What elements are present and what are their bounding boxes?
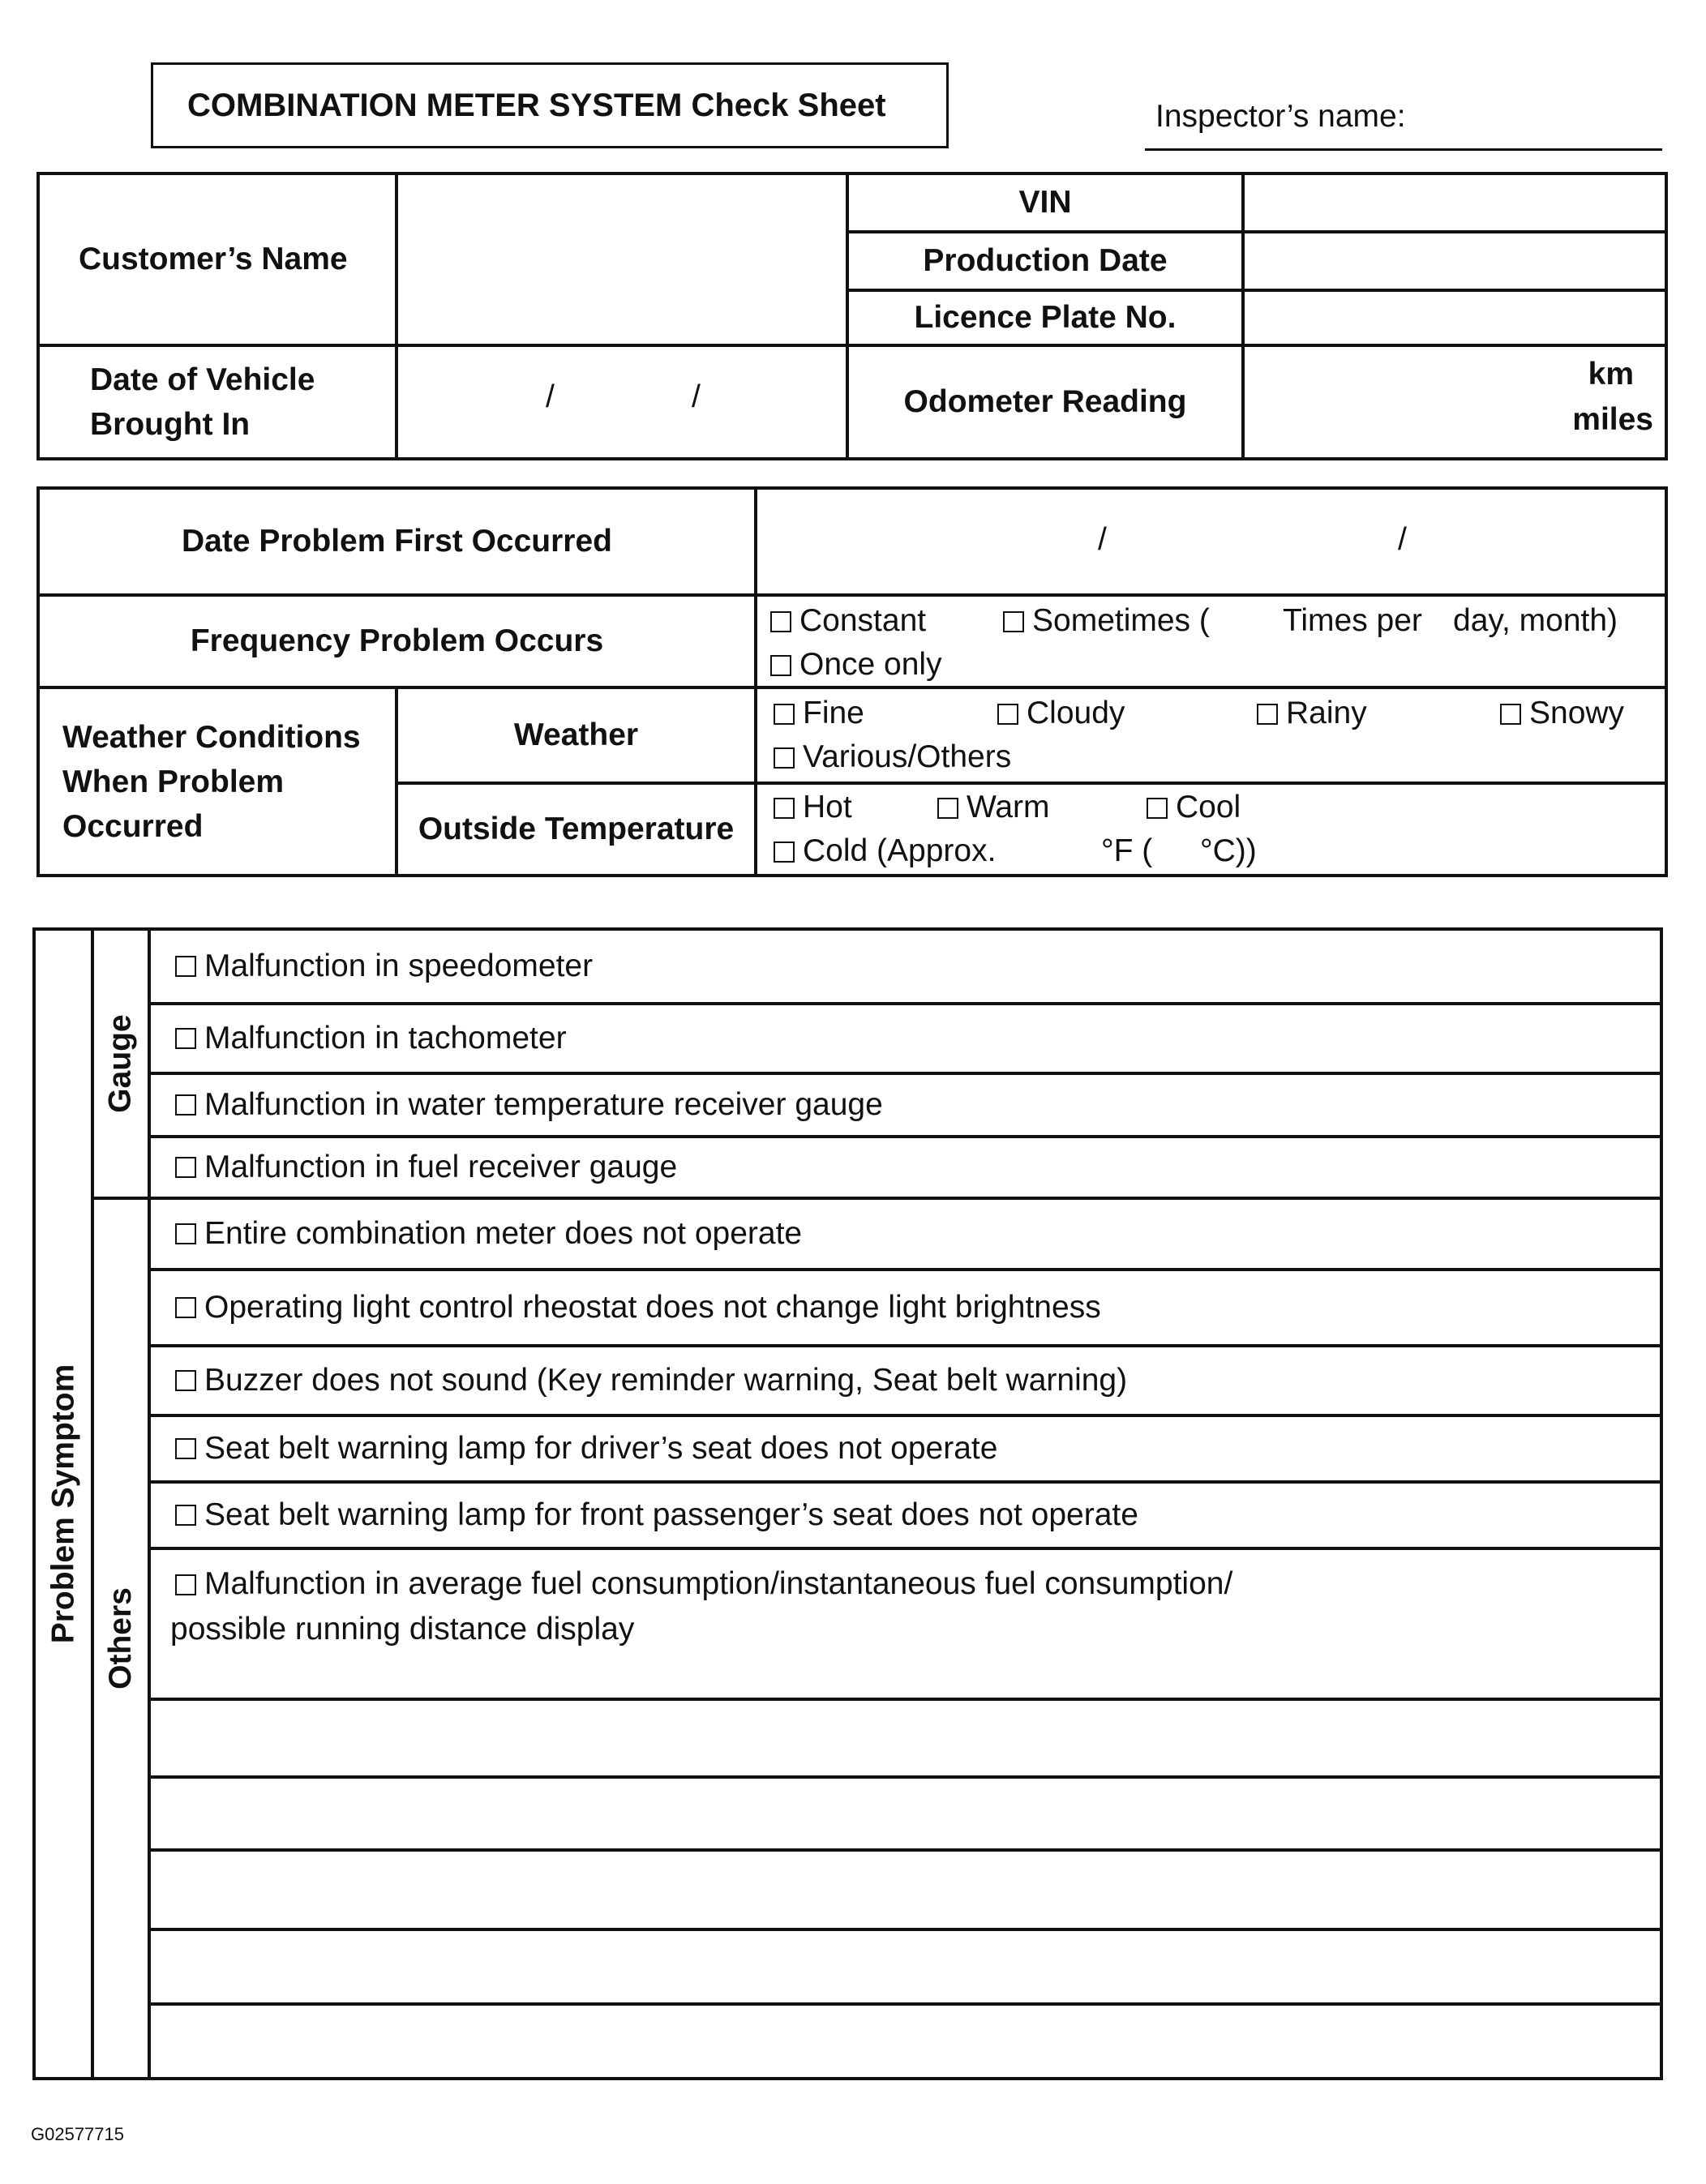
weather-fine[interactable] (774, 696, 864, 731)
licence-plate-field[interactable] (1243, 290, 1666, 345)
outside-temp-label: Outside Temperature (396, 783, 756, 876)
temp-warm[interactable] (937, 790, 1050, 825)
symptom-label: Malfunction in water temperature receiver gauge (204, 1087, 883, 1122)
symptom-row[interactable] (149, 1346, 1661, 1415)
weather-fine-label: Fine (803, 696, 864, 730)
temp-cool-label: Cool (1176, 790, 1241, 824)
licence-plate-label: Licence Plate No. (847, 290, 1243, 345)
checkbox-icon[interactable] (175, 1370, 196, 1391)
frequency-sometimes-label: Sometimes ( (1032, 603, 1210, 638)
blank-symptom-row[interactable] (149, 1850, 1661, 1929)
temp-deg-c: °C)) (1200, 833, 1257, 868)
frequency-label: Frequency Problem Occurs (38, 595, 756, 687)
temp-cold-label: Cold (Approx. (803, 833, 997, 868)
symptom-row[interactable] (149, 1548, 1661, 1699)
checkbox-icon[interactable] (937, 798, 958, 819)
symptom-row[interactable] (149, 929, 1661, 1004)
temp-cool[interactable] (1147, 790, 1241, 825)
checkbox-icon[interactable] (175, 1157, 196, 1178)
problem-symptom-text: Problem Symptom (45, 1364, 81, 1644)
weather-label: Weather (396, 687, 756, 783)
date-first-occurred-field[interactable] (756, 488, 1666, 595)
weather-conditions-line2: When Problem (62, 764, 285, 799)
others-label (92, 1198, 149, 2079)
checkbox-icon[interactable] (1500, 704, 1521, 725)
title-text: COMBINATION METER SYSTEM Check Sheet (187, 87, 886, 123)
symptom-row[interactable] (149, 1198, 1661, 1270)
symptom-row[interactable] (149, 1270, 1661, 1346)
symptom-label: Seat belt warning lamp for front passenger’s seat does not operate (204, 1497, 1138, 1532)
date-brought-in-line2: Brought In (90, 407, 251, 442)
checkbox-icon[interactable] (774, 747, 795, 769)
checkbox-icon[interactable] (175, 1505, 196, 1526)
checkbox-icon[interactable] (175, 1297, 196, 1318)
symptom-row[interactable] (149, 1482, 1661, 1548)
checkbox-icon[interactable] (1003, 611, 1024, 632)
production-date-field[interactable] (1243, 232, 1666, 290)
frequency-times-per: Times per (1283, 603, 1422, 638)
checkbox-icon[interactable] (175, 1438, 196, 1459)
date-separator: / (546, 379, 555, 414)
weather-rainy[interactable] (1257, 696, 1367, 731)
symptom-label: Malfunction in average fuel consumption/instantaneous fuel consumption/ (204, 1566, 1233, 1601)
temp-deg-f: °F ( (1101, 833, 1153, 868)
inspector-name-label: Inspector’s name: (1155, 99, 1406, 134)
weather-various-label: Various/Others (803, 739, 1012, 774)
frequency-once-only-label: Once only (799, 647, 942, 682)
production-date-label: Production Date (847, 232, 1243, 290)
temp-hot-label: Hot (803, 790, 852, 824)
blank-symptom-row[interactable] (149, 2004, 1661, 2079)
temp-options (756, 783, 1666, 876)
weather-various[interactable] (774, 739, 1011, 775)
problem-symptom-table (32, 927, 1663, 2080)
date-separator: / (1098, 522, 1107, 557)
checkbox-icon[interactable] (175, 956, 196, 977)
checkbox-icon[interactable] (175, 1223, 196, 1244)
checkbox-icon[interactable] (175, 1094, 196, 1116)
checkbox-icon[interactable] (1257, 704, 1278, 725)
others-text: Others (103, 1587, 139, 1689)
unit-km: km (1588, 357, 1634, 392)
frequency-constant-label: Constant (799, 603, 927, 638)
checkbox-icon[interactable] (1147, 798, 1168, 819)
check-sheet-title (151, 62, 949, 148)
vin-field[interactable] (1243, 173, 1666, 232)
symptom-row[interactable] (149, 1137, 1661, 1198)
checkbox-icon[interactable] (770, 611, 791, 632)
weather-snowy[interactable] (1500, 696, 1624, 731)
symptom-label: Operating light control rheostat does not change light brightness (204, 1290, 1101, 1325)
frequency-once-only[interactable] (770, 647, 942, 683)
weather-options (756, 687, 1666, 783)
date-brought-in-field[interactable] (396, 345, 847, 459)
frequency-options (756, 595, 1666, 687)
inspector-name-line[interactable] (1145, 148, 1662, 151)
odometer-label: Odometer Reading (847, 345, 1243, 459)
frequency-sometimes[interactable] (1003, 603, 1210, 639)
weather-rainy-label: Rainy (1286, 696, 1367, 730)
blank-symptom-row[interactable] (149, 1777, 1661, 1850)
blank-symptom-row[interactable] (149, 1699, 1661, 1777)
gauge-label (92, 929, 149, 1198)
weather-snowy-label: Snowy (1529, 696, 1625, 730)
checkbox-icon[interactable] (774, 704, 795, 725)
occurrence-table (36, 486, 1668, 877)
symptom-row[interactable] (149, 1004, 1661, 1073)
frequency-constant[interactable] (770, 603, 926, 639)
checkbox-icon[interactable] (770, 655, 791, 676)
weather-conditions-line1: Weather Conditions (62, 719, 361, 755)
temp-hot[interactable] (774, 790, 852, 825)
weather-cloudy[interactable] (997, 696, 1125, 731)
symptom-label: Malfunction in speedometer (204, 949, 594, 983)
symptom-row[interactable] (149, 1415, 1661, 1482)
unit-miles: miles (1572, 402, 1653, 437)
checkbox-icon[interactable] (175, 1574, 196, 1595)
customers-name-label: Customer’s Name (38, 173, 396, 345)
symptom-label: Buzzer does not sound (Key reminder warning, Seat belt warning) (204, 1363, 1128, 1398)
problem-symptom-label (34, 929, 92, 2079)
temp-cold[interactable] (774, 833, 996, 869)
gauge-text: Gauge (103, 1014, 138, 1113)
odometer-field[interactable] (1243, 345, 1666, 459)
symptom-label: Entire combination meter does not operate (204, 1216, 803, 1251)
frequency-day-month: day, month) (1453, 603, 1618, 638)
customers-name-field[interactable] (396, 173, 847, 345)
checkbox-icon[interactable] (997, 704, 1018, 725)
date-separator: / (692, 379, 701, 414)
symptom-label: Seat belt warning lamp for driver’s seat does not operate (204, 1431, 998, 1466)
date-brought-in-label (38, 345, 396, 459)
weather-conditions-line3: Occurred (62, 808, 204, 844)
weather-conditions-label (38, 687, 396, 876)
vin-label: VIN (847, 173, 1243, 232)
checkbox-icon[interactable] (774, 798, 795, 819)
symptom-label: Malfunction in tachometer (204, 1021, 567, 1056)
weather-cloudy-label: Cloudy (1027, 696, 1125, 730)
date-brought-in-line1: Date of Vehicle (90, 362, 315, 397)
blank-symptom-row[interactable] (149, 1929, 1661, 2004)
figure-id: G02577715 (31, 2124, 124, 2144)
checkbox-icon[interactable] (175, 1028, 196, 1049)
temp-warm-label: Warm (967, 790, 1050, 824)
symptom-label-cont: possible running distance display (170, 1612, 635, 1647)
date-first-occurred-label: Date Problem First Occurred (38, 488, 756, 595)
symptom-label: Malfunction in fuel receiver gauge (204, 1150, 678, 1184)
checkbox-icon[interactable] (774, 841, 795, 863)
symptom-row[interactable] (149, 1073, 1661, 1137)
customer-info-table (36, 172, 1668, 460)
date-separator: / (1398, 522, 1407, 557)
